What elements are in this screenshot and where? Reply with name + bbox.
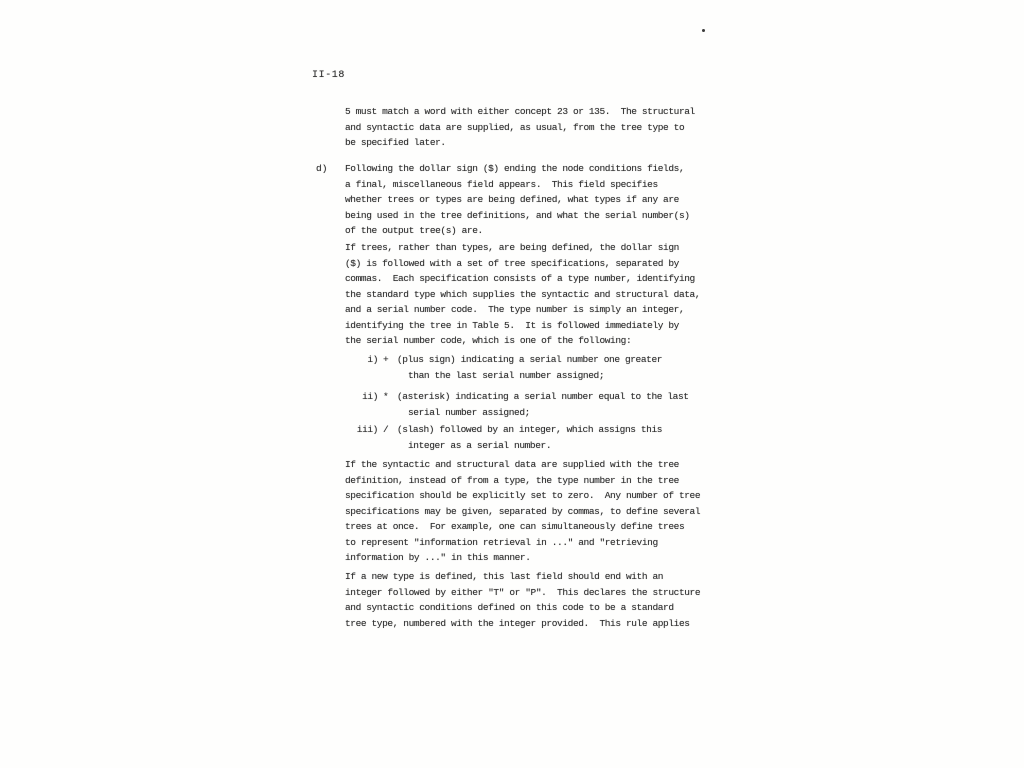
- text-line: identifying the tree in Table 5. It is followed immediately by: [345, 319, 679, 331]
- text-line: than the last serial number assigned;: [408, 369, 605, 381]
- text-line: being used in the tree definitions, and what the serial number(s): [345, 209, 690, 221]
- text-line: Following the dollar sign ($) ending the node conditions fields,: [345, 163, 685, 174]
- text-line: ($) is followed with a set of tree specifications, separated by: [345, 257, 679, 269]
- text-line: If a new type is defined, this last field should end with an: [345, 571, 664, 582]
- text-line: integer followed by either "T" or "P". This declares the structure: [345, 586, 701, 598]
- paragraph-tree-specifications: [345, 240, 700, 349]
- text-line: commas. Each specification consists of a type number, identifying: [345, 273, 695, 284]
- plus-sign-symbol: +: [383, 354, 389, 365]
- text-line: and syntactic data are supplied, as usual, from the tree type to: [345, 121, 685, 133]
- text-line: If trees, rather than types, are being defined, the dollar sign: [345, 242, 679, 253]
- text-line: the serial number code, which is one of the following:: [345, 335, 632, 346]
- item-d-marker: d): [316, 163, 328, 174]
- text-line: 5 must match a word with either concept 23 or 135. The structural: [345, 106, 695, 117]
- text-line: the standard type which supplies the syntactic and structural data,: [345, 288, 701, 300]
- asterisk-symbol: *: [383, 391, 389, 402]
- text-line: serial number assigned;: [408, 406, 530, 418]
- page-number: II-18: [312, 70, 346, 81]
- paragraph-continuation: [345, 104, 695, 151]
- text-line: be specified later.: [345, 137, 446, 148]
- text-line: of the output tree(s) are.: [345, 225, 483, 236]
- text-line: a final, miscellaneous field appears. This field specifies: [345, 178, 658, 190]
- paragraph-item-d: [345, 161, 690, 239]
- text-line: If the syntactic and structural data are supplied with the tree: [345, 459, 679, 470]
- text-line: integer as a serial number.: [408, 439, 552, 451]
- text-line: whether trees or types are being defined, what types if any are: [345, 194, 679, 205]
- text-line: tree type, numbered with the integer provided. This rule applies: [345, 617, 690, 629]
- text-line: and syntactic conditions defined on this code to be a standard: [345, 602, 674, 613]
- text-line: specification should be explicitly set to zero. Any number of tree: [345, 490, 701, 501]
- paragraph-syntactic-data: [345, 457, 700, 566]
- text-line: specifications may be given, separated by commas, to define several: [345, 505, 701, 517]
- slash-symbol: /: [383, 424, 389, 435]
- list-item-marker: ii): [362, 391, 378, 402]
- text-line: and a serial number code. The type number is simply an integer,: [345, 304, 685, 315]
- scan-speck-artifact: [702, 29, 705, 32]
- paragraph-new-type: [345, 569, 700, 631]
- text-line: (plus sign) indicating a serial number one greater: [397, 354, 663, 365]
- list-item-marker: iii): [356, 424, 378, 435]
- text-line: trees at once. For example, one can simultaneously define trees: [345, 521, 685, 532]
- text-line: to represent "information retrieval in ..." and "retrieving: [345, 536, 658, 548]
- text-line: information by ..." in this manner.: [345, 552, 531, 563]
- text-line: definition, instead of from a type, the type number in the tree: [345, 474, 679, 486]
- text-line: (asterisk) indicating a serial number equal to the last: [397, 391, 689, 402]
- list-item-marker: i): [367, 354, 378, 365]
- text-line: (slash) followed by an integer, which assigns this: [397, 424, 663, 435]
